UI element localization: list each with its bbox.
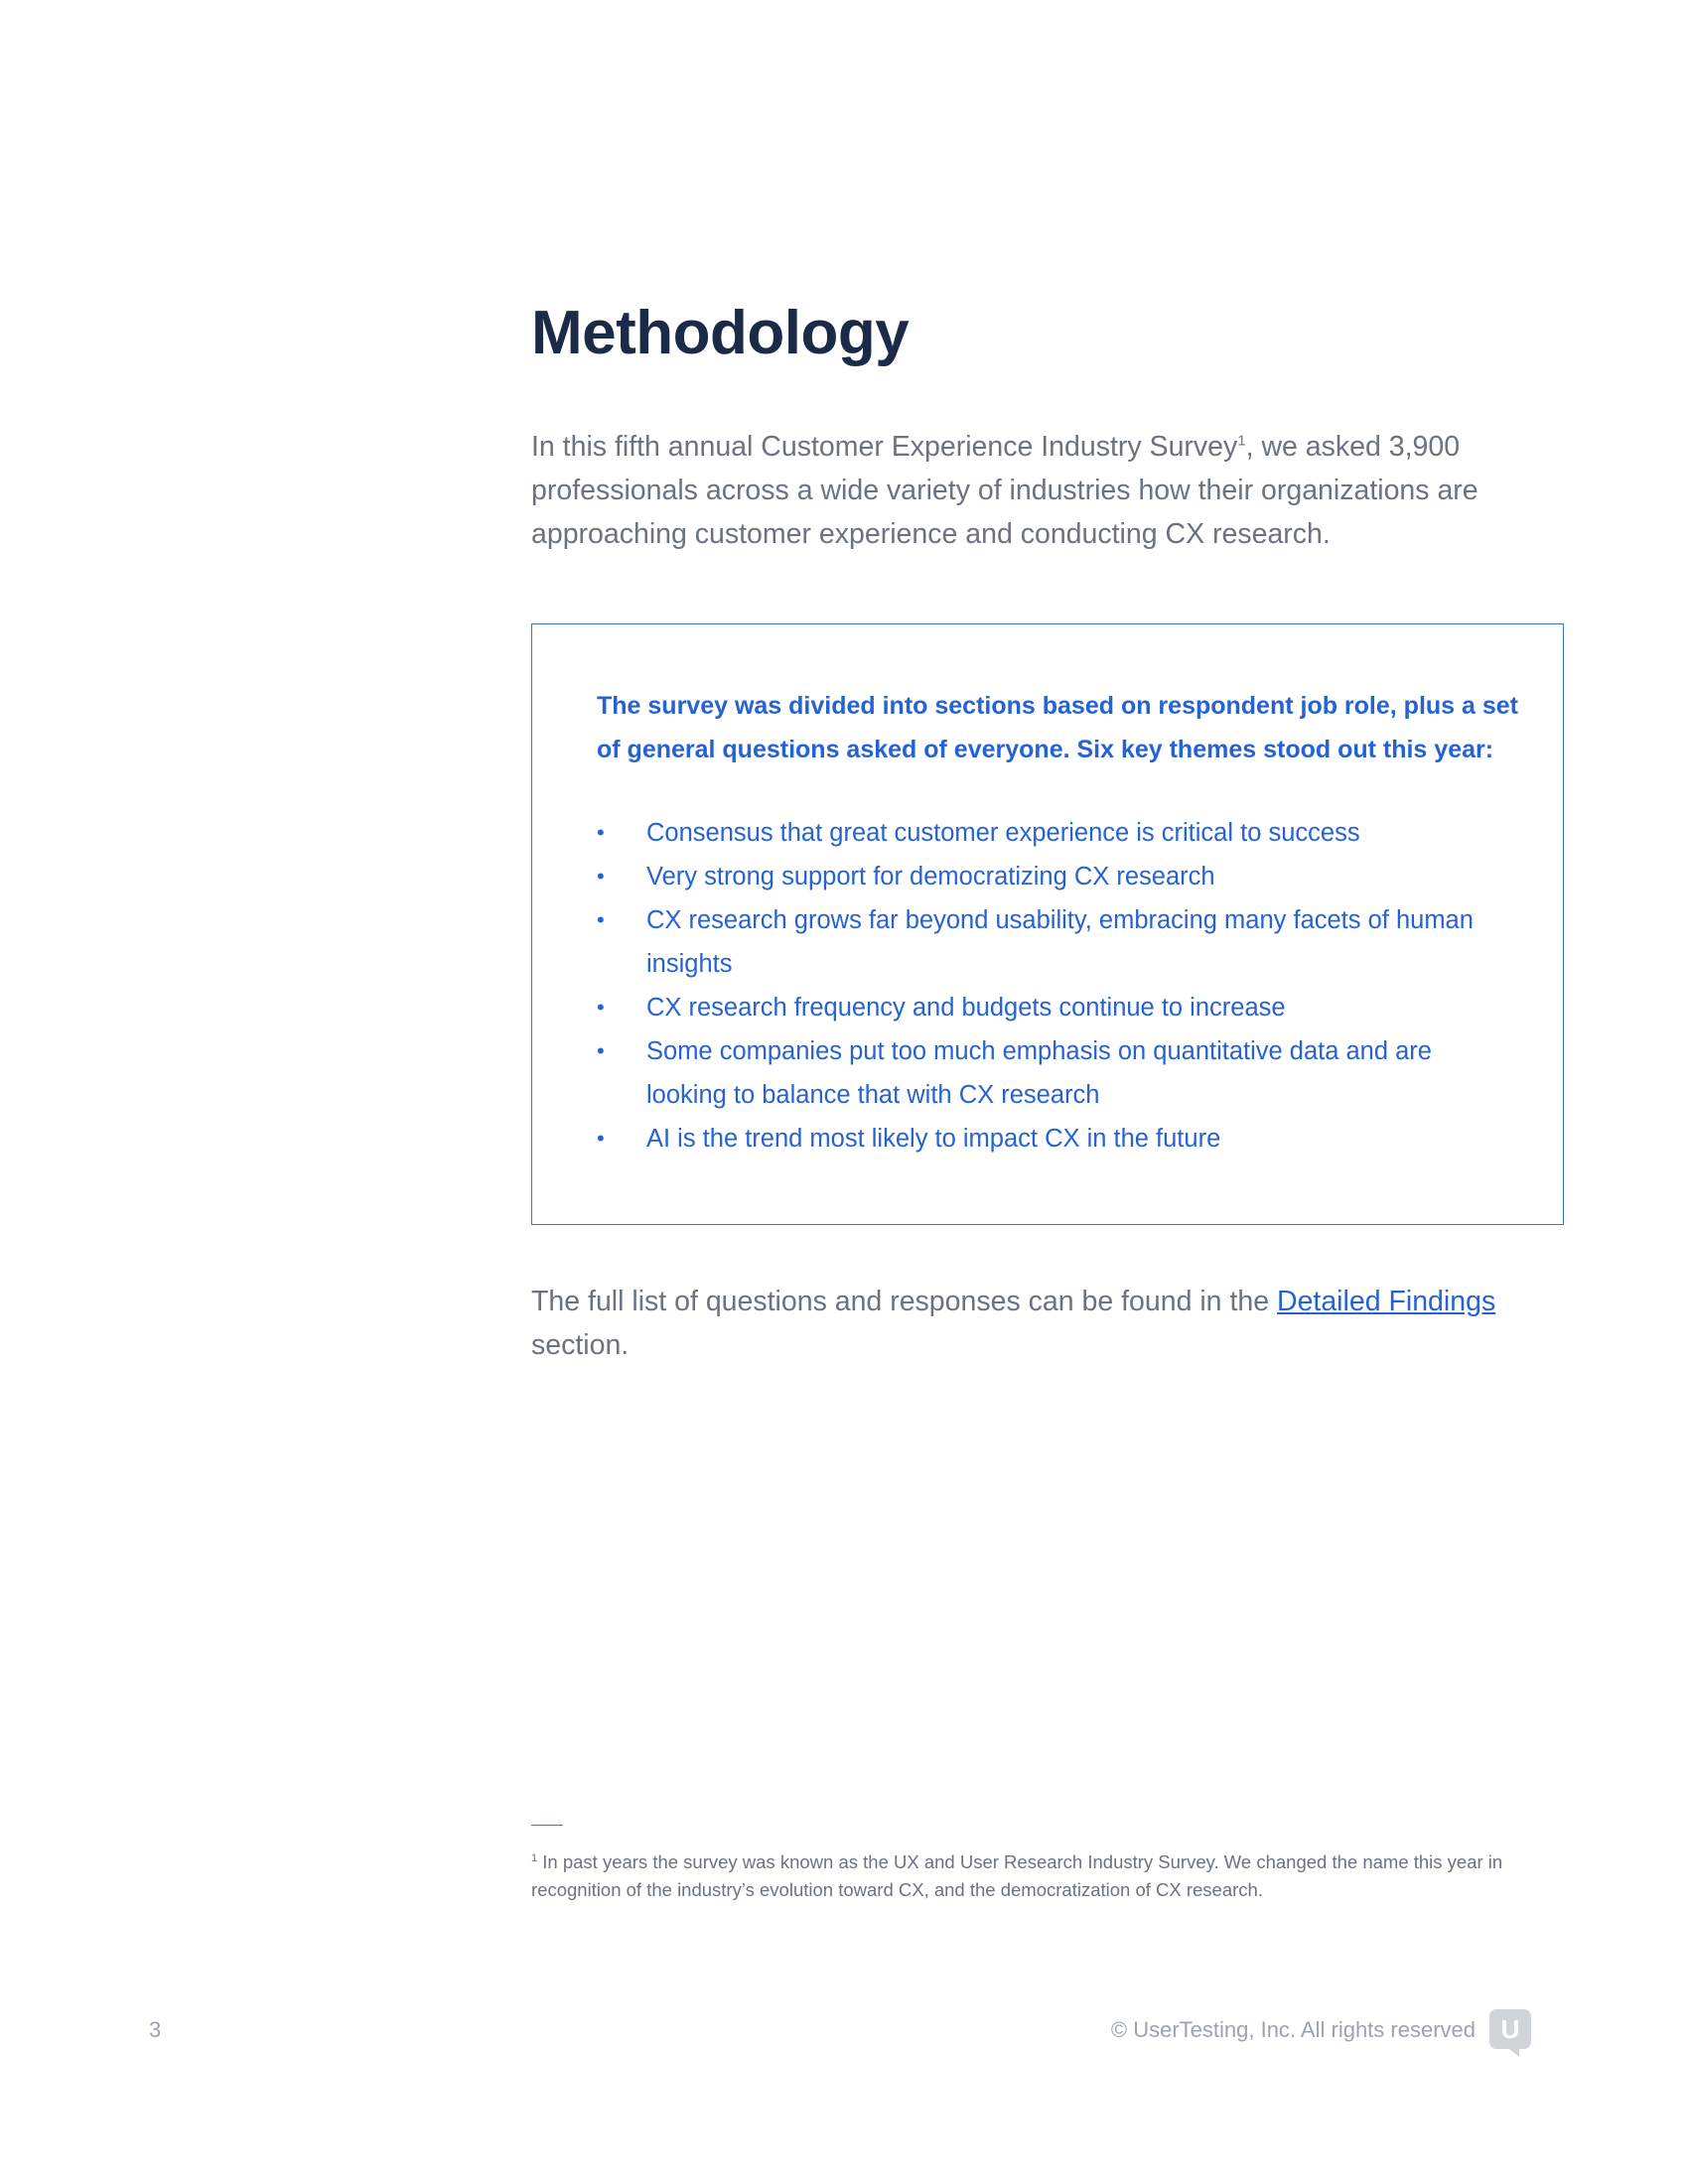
list-item [597,811,1510,855]
copyright-notice: © UserTesting, Inc. All rights reserved [1110,2017,1476,2042]
closing-paragraph [531,1280,1584,1367]
key-themes-intro: The survey was divided into sections based on respondent job role, plus a set of general questions asked of everyone. Six key themes stood out this year: [597,692,1518,763]
intro-paragraph [531,425,1584,556]
list-item [597,986,1510,1029]
list-item [597,1117,1510,1160]
theme-text: Very strong support for democratizing CX research [646,863,1215,890]
bullet-icon: • [597,820,605,845]
page-number: 3 [149,2017,162,2042]
key-themes-box [531,623,1564,1225]
intro-text: In this fifth annual Customer Experience Industry Survey [531,431,1238,463]
bullet-icon: • [597,864,605,888]
footnote-text: In past years the survey was known as the UX and User Research Industry Survey. We changed the name this year in recognition of the industry’s evolution toward CX, and the democratization of CX research. [531,1851,1503,1900]
closing-text-end: section. [531,1329,630,1361]
theme-text: Consensus that great customer experience is critical to success [646,819,1360,847]
intro-text-continued: , we asked 3,900 professionals across a wide variety of industries how their organizations are approaching customer experience and conducting CX research. [531,431,1478,550]
list-item [597,898,1510,986]
list-item [597,855,1510,898]
footnote-divider [531,1825,563,1826]
theme-text: CX research grows far beyond usability, embracing many facets of human insights [646,906,1474,978]
page-title: Methodology [531,299,910,367]
logo-letter: U [1500,2014,1520,2044]
closing-text: The full list of questions and responses can be found in the [531,1286,1277,1317]
bullet-icon: • [597,995,605,1020]
theme-text: AI is the trend most likely to impact CX in the future [646,1125,1221,1153]
bullet-icon: • [597,1038,605,1063]
bullet-icon: • [597,907,605,932]
usertesting-logo-icon [1489,2009,1531,2057]
footnote-marker: 1 [531,1851,538,1864]
theme-text: CX research frequency and budgets continue to increase [646,994,1286,1022]
bullet-icon: • [597,1126,605,1151]
list-item [597,1029,1510,1117]
footnote [531,1848,1534,1904]
key-themes-list [597,811,1510,1160]
detailed-findings-link[interactable]: Detailed Findings [1276,1286,1496,1317]
footnote-reference[interactable]: 1 [1237,432,1246,450]
theme-text: Some companies put too much emphasis on quantitative data and are looking to balance that with CX research [646,1037,1432,1109]
